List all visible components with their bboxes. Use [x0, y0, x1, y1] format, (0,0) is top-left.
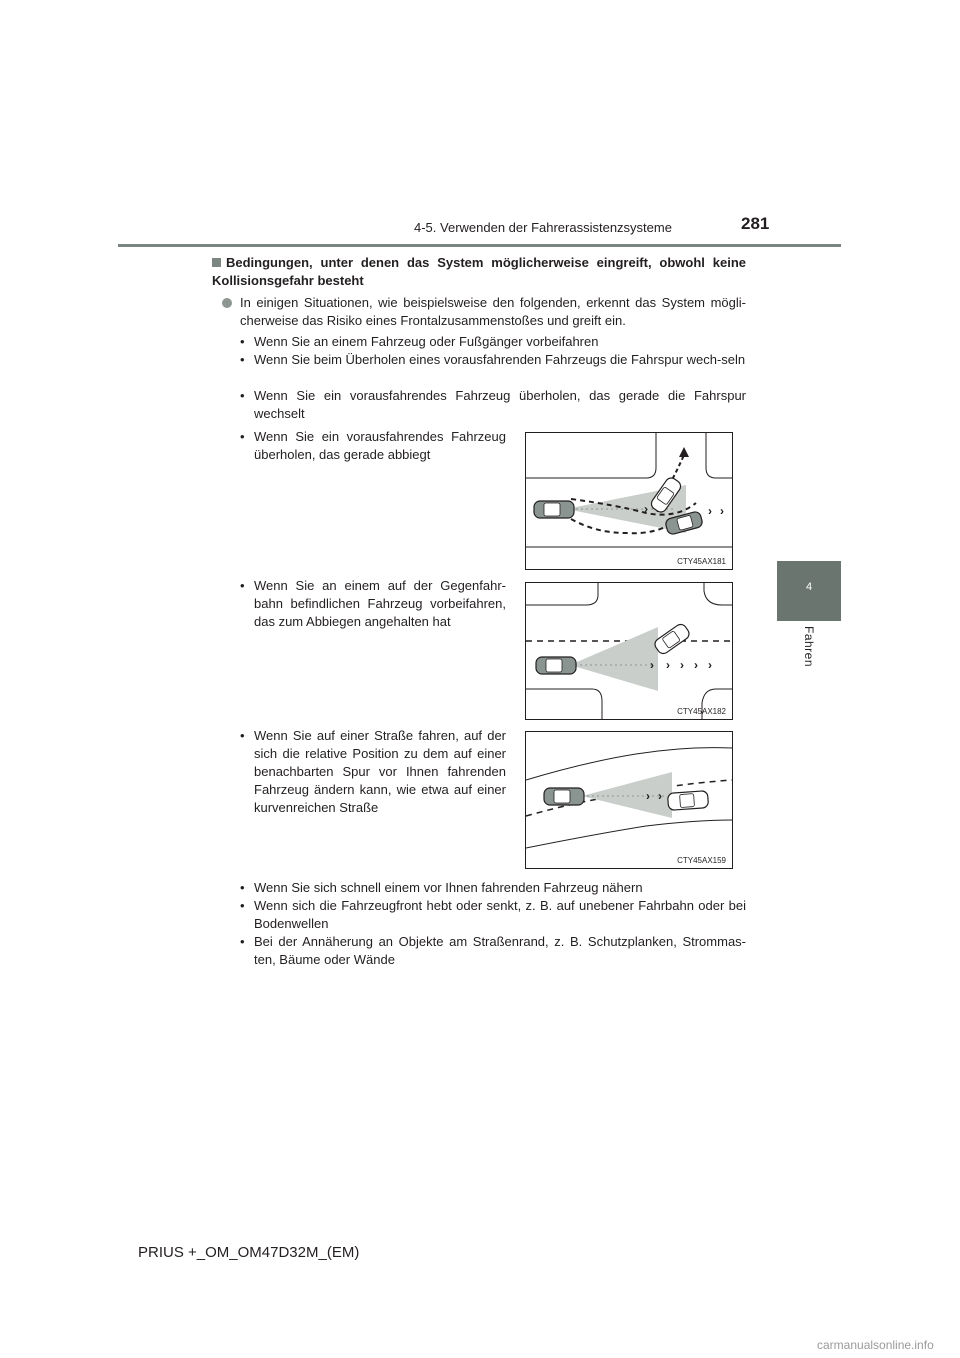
- svg-text:›: ›: [720, 504, 724, 518]
- svg-text:›: ›: [650, 658, 654, 672]
- bullet-glyph: •: [240, 578, 245, 593]
- list-item: [240, 577, 506, 631]
- figure-code: CTY45AX159: [677, 856, 726, 865]
- chapter-tab[interactable]: [777, 561, 841, 621]
- svg-text:›: ›: [658, 789, 662, 803]
- bullet-glyph: •: [240, 880, 245, 895]
- chapter-label: Fahren: [802, 626, 816, 668]
- bullet-glyph: •: [240, 728, 245, 743]
- page-number: 281: [741, 214, 770, 233]
- section-heading-text: Bedingungen, unter denen das System möglicherweise eingreift, obwohl keine Kollisionsgefahr besteht: [212, 255, 746, 288]
- figure-code: CTY45AX182: [677, 707, 726, 716]
- list-item-text: Wenn Sie an einem auf der Gegenfahr-bahn befindlichen Fahrzeug vorbeifahren, das zum Abbiegen angehalten hat: [254, 578, 506, 629]
- chapter-number: 4: [805, 581, 813, 593]
- figure-winding-road: [525, 731, 733, 869]
- bullet-glyph: •: [240, 429, 245, 444]
- list-item-text: Wenn Sie ein vorausfahrendes Fahrzeug überholen, das gerade die Fahrspur wechselt: [254, 388, 746, 421]
- watermark: carmanualsonline.info: [817, 1338, 934, 1352]
- bullet-glyph: •: [240, 898, 245, 913]
- round-bullet-icon: [222, 298, 232, 308]
- intro-paragraph: [222, 294, 746, 330]
- header-divider: [118, 244, 841, 247]
- svg-text:›: ›: [708, 658, 712, 672]
- section-heading: [212, 254, 746, 290]
- list-item-text: Wenn Sie an einem Fahrzeug oder Fußgänger vorbeifahren: [254, 334, 599, 349]
- list-item: [240, 351, 746, 369]
- figure-code: CTY45AX181: [677, 557, 726, 566]
- intro-text: In einigen Situationen, wie beispielsweise den folgenden, erkennt das System mögli-cherweise das Risiko eines Frontalzusammenstoßes und greift ein.: [240, 295, 746, 328]
- bullet-glyph: •: [240, 352, 245, 367]
- list-item-text: Wenn Sie auf einer Straße fahren, auf der sich die relative Position zu dem auf einer benachbarten Spur vor Ihnen fahrenden Fahrzeug ändern kann, wie etwa auf einer kurvenreichen Straße: [254, 728, 506, 815]
- svg-text:›: ›: [694, 658, 698, 672]
- svg-text:›: ›: [666, 658, 670, 672]
- svg-text:›: ›: [680, 658, 684, 672]
- bullet-glyph: •: [240, 388, 245, 403]
- list-item-text: Wenn sich die Fahrzeugfront hebt oder senkt, z. B. auf unebener Fahrbahn oder bei Bodenwellen: [254, 898, 746, 931]
- figure-turning-vehicle: [525, 432, 733, 570]
- svg-text:›: ›: [708, 504, 712, 518]
- svg-text:›: ›: [644, 502, 648, 516]
- svg-text:›: ›: [646, 789, 650, 803]
- list-item-text: Bei der Annäherung an Objekte am Straßenrand, z. B. Schutzplanken, Strommas-ten, Bäume oder Wände: [254, 934, 746, 967]
- square-bullet-icon: [212, 258, 221, 267]
- list-item: [240, 387, 746, 423]
- list-item: [240, 879, 746, 897]
- section-title: 4-5. Verwenden der Fahrerassistenzsysteme: [414, 220, 672, 235]
- list-item: [240, 727, 506, 817]
- list-item: [240, 933, 746, 969]
- list-item: [240, 333, 746, 351]
- list-item-text: Wenn Sie beim Überholen eines vorausfahrenden Fahrzeugs die Fahrspur wech-seln: [254, 352, 746, 367]
- bullet-glyph: •: [240, 934, 245, 949]
- list-item: [240, 897, 746, 933]
- figure-oncoming-stopped-vehicle: [525, 582, 733, 720]
- list-item: [240, 428, 506, 464]
- document-code: PRIUS +_OM_OM47D32M_(EM): [138, 1244, 360, 1261]
- bullet-glyph: •: [240, 334, 245, 349]
- list-item-text: Wenn Sie sich schnell einem vor Ihnen fahrenden Fahrzeug nähern: [254, 880, 643, 895]
- list-item-text: Wenn Sie ein vorausfahrendes Fahrzeug überholen, das gerade abbiegt: [254, 429, 506, 462]
